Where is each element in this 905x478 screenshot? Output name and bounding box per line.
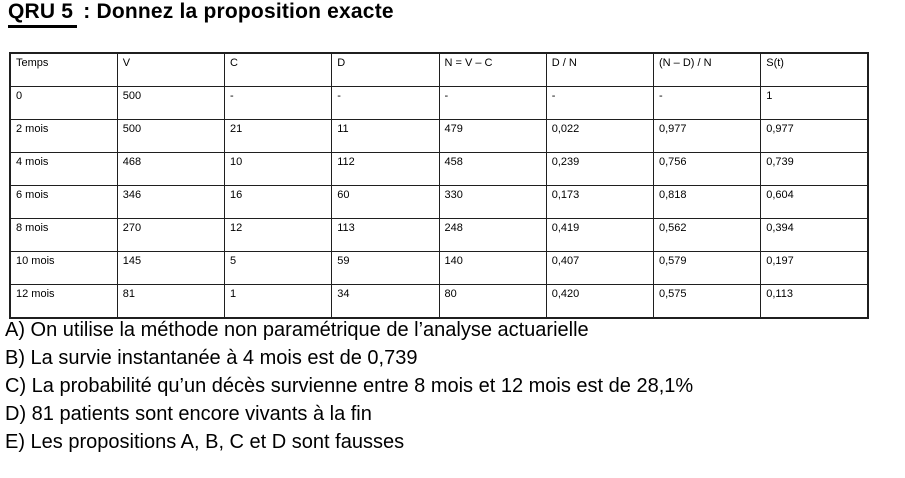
table-cell: 0,239	[546, 153, 653, 186]
answer-option-e: E) Les propositions A, B, C et D sont fausses	[5, 431, 405, 453]
table-cell: 346	[117, 186, 224, 219]
table-cell: 59	[332, 252, 439, 285]
table-cell: 0,977	[654, 120, 761, 153]
table-cell: 112	[332, 153, 439, 186]
table-row	[10, 153, 868, 186]
column-header: (N – D) / N	[654, 53, 761, 87]
table-cell: 248	[439, 219, 546, 252]
table-cell: 81	[117, 285, 224, 319]
table-cell: 0,420	[546, 285, 653, 319]
table-cell: 270	[117, 219, 224, 252]
table-header-row	[10, 53, 868, 87]
table-cell: 0,756	[654, 153, 761, 186]
question-prompt: : Donnez la proposition exacte	[77, 0, 394, 23]
column-header: Temps	[10, 53, 117, 87]
table-cell: 12 mois	[10, 285, 117, 319]
table-cell: -	[225, 87, 332, 120]
table-row	[10, 252, 868, 285]
table-cell: 0,173	[546, 186, 653, 219]
answer-options	[5, 316, 905, 456]
table-body	[10, 87, 868, 319]
answer-option-c: C) La probabilité qu’un décès survienne entre 8 mois et 12 mois est de 28,1%	[5, 375, 694, 397]
table-cell: -	[332, 87, 439, 120]
column-header: C	[225, 53, 332, 87]
table-cell: 4 mois	[10, 153, 117, 186]
table-head	[10, 53, 868, 87]
question-title	[8, 0, 394, 28]
answer-option-b: B) La survie instantanée à 4 mois est de 0,739	[5, 347, 418, 369]
table-cell: 0	[10, 87, 117, 120]
table-cell: -	[439, 87, 546, 120]
table-cell: 12	[225, 219, 332, 252]
table-cell: 500	[117, 120, 224, 153]
table-cell: 330	[439, 186, 546, 219]
table-cell: 458	[439, 153, 546, 186]
table-cell: 479	[439, 120, 546, 153]
answer-option-d: D) 81 patients sont encore vivants à la fin	[5, 403, 372, 425]
table-cell: 0,575	[654, 285, 761, 319]
survival-analysis-table	[9, 52, 869, 319]
table-cell: 0,604	[761, 186, 868, 219]
table-row	[10, 219, 868, 252]
table-row	[10, 285, 868, 319]
table-cell: 0,113	[761, 285, 868, 319]
table-cell: 10	[225, 153, 332, 186]
table-cell: 6 mois	[10, 186, 117, 219]
table-cell: 21	[225, 120, 332, 153]
table-cell: 16	[225, 186, 332, 219]
column-header: D / N	[546, 53, 653, 87]
table-cell: 1	[225, 285, 332, 319]
table-cell: 0,562	[654, 219, 761, 252]
table-cell: 0,818	[654, 186, 761, 219]
question-number: QRU 5	[8, 0, 77, 28]
table-cell: 2 mois	[10, 120, 117, 153]
table-row	[10, 186, 868, 219]
table-cell: 0,197	[761, 252, 868, 285]
table-cell: 0,419	[546, 219, 653, 252]
table-cell: 0,579	[654, 252, 761, 285]
table-cell: -	[546, 87, 653, 120]
table-cell: 0,022	[546, 120, 653, 153]
column-header: N = V – C	[439, 53, 546, 87]
table-cell: 60	[332, 186, 439, 219]
table-cell: 468	[117, 153, 224, 186]
table-cell: 11	[332, 120, 439, 153]
column-header: S(t)	[761, 53, 868, 87]
table-cell: 140	[439, 252, 546, 285]
table-cell: 34	[332, 285, 439, 319]
table-cell: 0,739	[761, 153, 868, 186]
table-cell: 500	[117, 87, 224, 120]
table-cell: 10 mois	[10, 252, 117, 285]
table-cell: 113	[332, 219, 439, 252]
table-cell: -	[654, 87, 761, 120]
table-row	[10, 87, 868, 120]
table-cell: 0,977	[761, 120, 868, 153]
column-header: D	[332, 53, 439, 87]
table-cell: 0,407	[546, 252, 653, 285]
table-cell: 8 mois	[10, 219, 117, 252]
table-cell: 80	[439, 285, 546, 319]
table-cell: 0,394	[761, 219, 868, 252]
column-header: V	[117, 53, 224, 87]
table-cell: 145	[117, 252, 224, 285]
answer-option-a: A) On utilise la méthode non paramétrique de l’analyse actuarielle	[5, 319, 589, 341]
table-row	[10, 120, 868, 153]
table-cell: 1	[761, 87, 868, 120]
table-cell: 5	[225, 252, 332, 285]
